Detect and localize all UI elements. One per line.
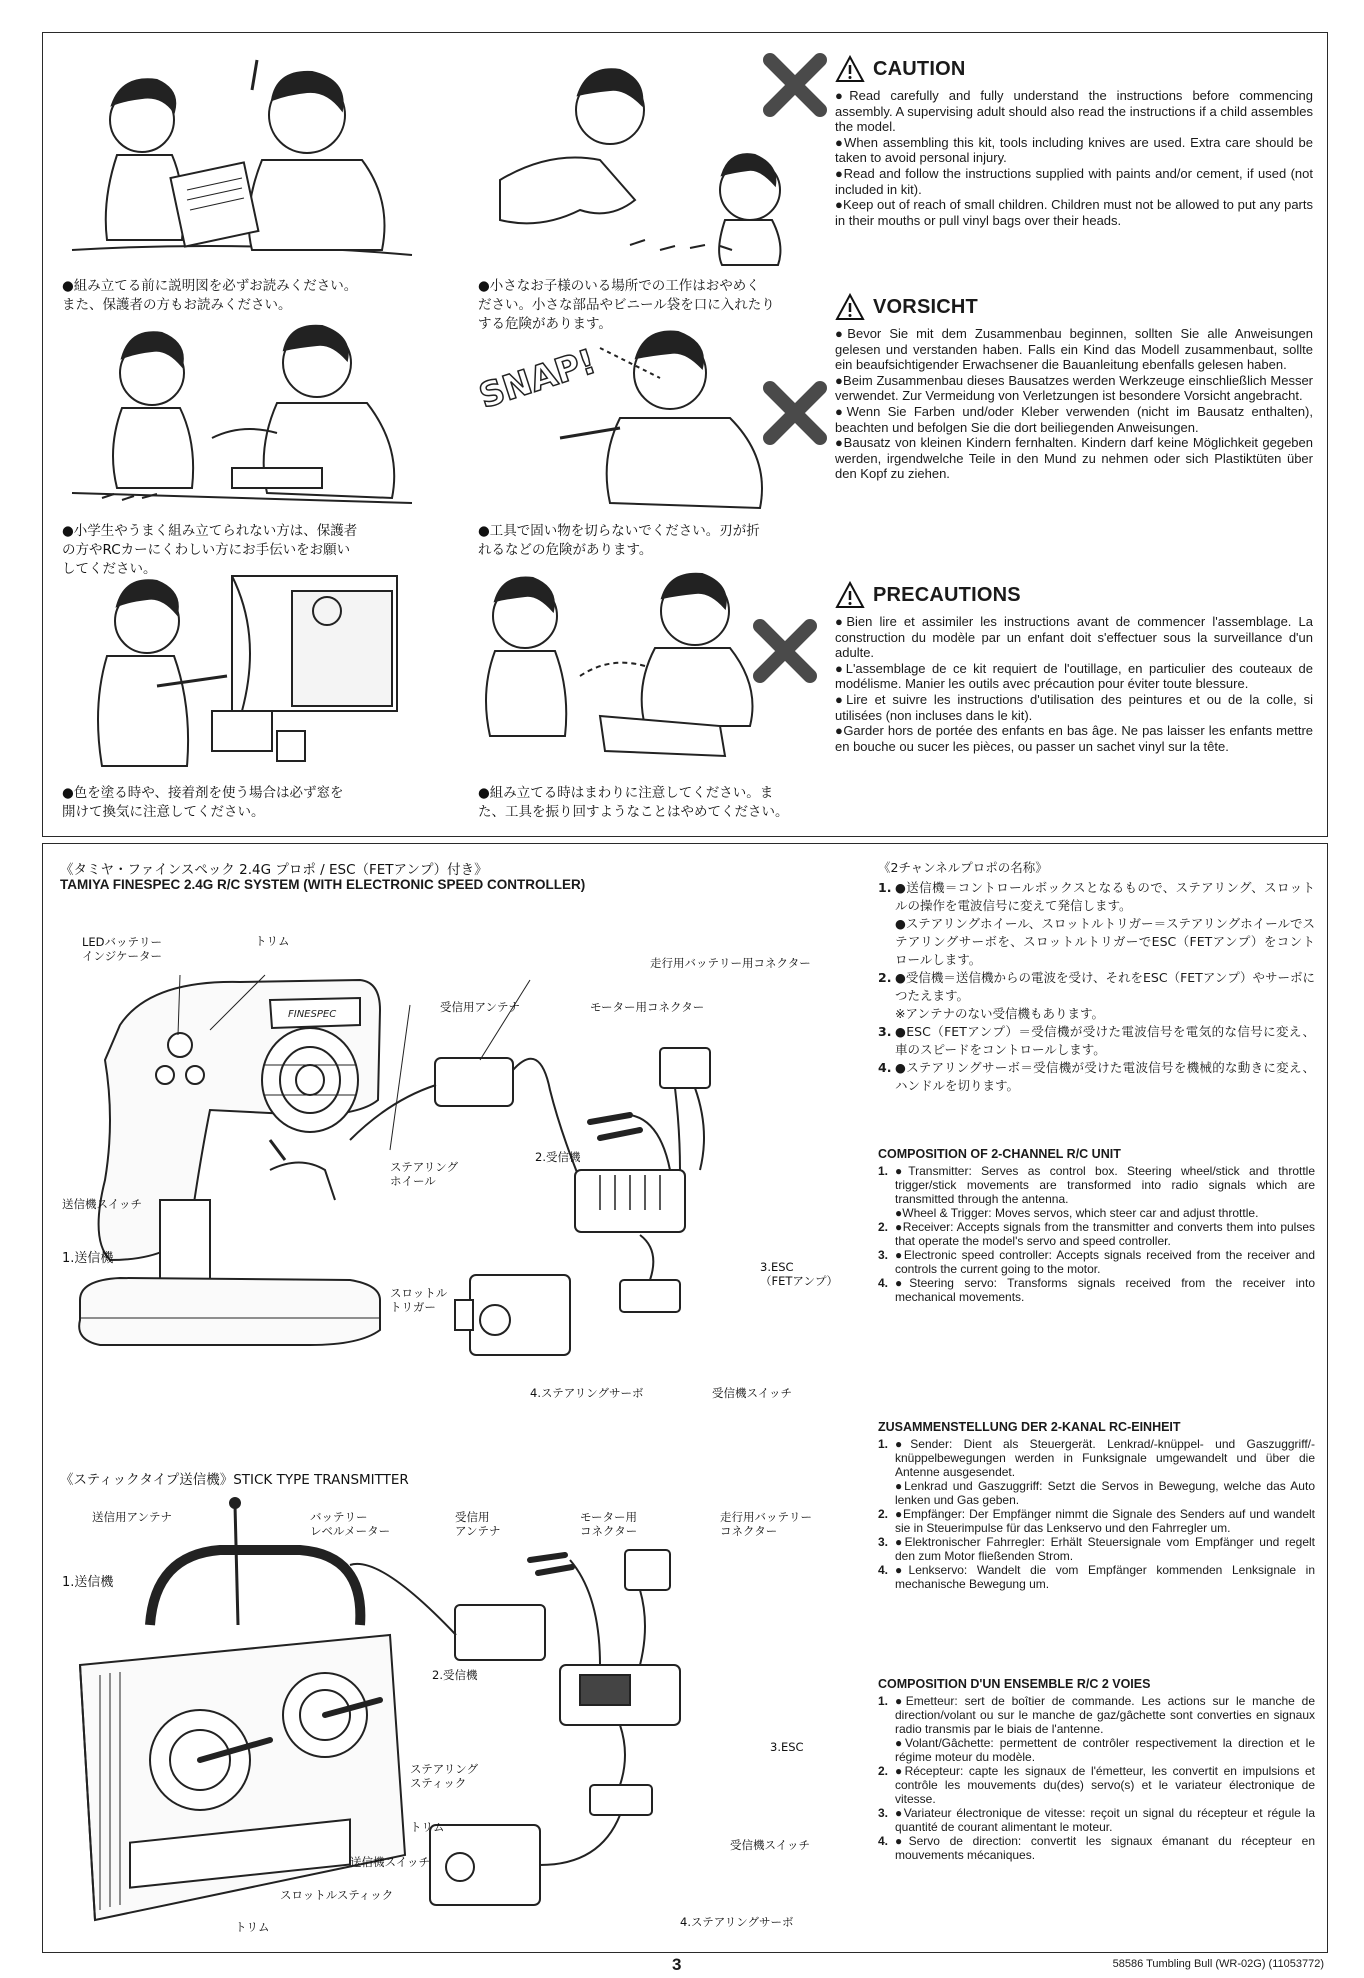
label-throttle-trigger: スロットル トリガー bbox=[390, 1286, 448, 1314]
caution-block bbox=[835, 52, 1313, 228]
label-tx-switch: 送信機スイッチ bbox=[62, 1197, 143, 1211]
warning-triangle-icon bbox=[835, 581, 865, 609]
label-esc: 3.ESC （FETアンプ） bbox=[760, 1260, 839, 1288]
caution-item: ●Keep out of reach of small children. Children must not be allowed to put any parts in their mouths or pull vinyl bags over their heads. bbox=[835, 197, 1313, 228]
label-transmitter: 1.送信機 bbox=[62, 1251, 114, 1266]
vorsicht-item: ●Bausatz von kleinen Kindern fernhalten. Kindern darf keine Möglichkeit gegeben werden, irgendwelche Teile in den Mund zu nehmen oder sich Plastiktüten über den Kopf zu ziehen. bbox=[835, 435, 1313, 482]
label-battery-connector-2: 走行用バッテリー コネクター bbox=[720, 1510, 812, 1538]
caution-item: ●Read carefully and fully understand the instructions before commencing assembly. A supervising adult should also read the instructions if a child assembles the model. bbox=[835, 88, 1313, 135]
reading-instructions-illustration bbox=[62, 50, 422, 272]
list-item: 3. ●Electronic speed controller: Accepts signals received from the receiver and controls the current going to the motor. bbox=[878, 1248, 1315, 1276]
label-tx-antenna: 送信用アンテナ bbox=[92, 1510, 173, 1524]
rc-composition-fr bbox=[878, 1677, 1315, 1862]
vorsicht-item: ●Wenn Sie Farben und/oder Kleber verwenden (nicht im Bausatz enthalten), beachten und befolgen Sie die dort beiliegenden Anweisungen. bbox=[835, 403, 1313, 435]
list-item: 4. ●Lenkservo: Wandelt die vom Empfänger kommenden Lenksignale in mechanische Bewegung um. bbox=[878, 1563, 1315, 1591]
list-item: 1. ●Emetteur: sert de boîtier de commande. Les actions sur le manche de direction/volant ou sur le manche de gaz/gâchette sont converties en signaux radio transmis par le biais de l'antenne. bbox=[878, 1694, 1315, 1736]
label-battery-meter: バッテリー レベルメーター bbox=[310, 1510, 391, 1538]
precautions-heading bbox=[835, 578, 1313, 612]
list-item: 4. ●ステアリングサーボ＝受信機が受けた電波信号を機械的な動きに変え、ハンドルを切ります。 bbox=[878, 1060, 1315, 1093]
list-item: 1. ●Sender: Dient als Steuergerät. Lenkrad/-knüppel- und Gaszuggriff/- knüppelbewegungen werden in Funksignale umgewandelt und über die Antenne ausgesendet. bbox=[878, 1437, 1315, 1479]
precautions-item: ●Garder hors de portée des enfants en bas âge. Ne pas laisser les enfants mettre en bouche ou sucer les pièces, ou passer un sachet vinyl sur la tête. bbox=[835, 723, 1313, 754]
rc-composition-de bbox=[878, 1420, 1315, 1591]
vorsicht-item: ●Bevor Sie mit dem Zusammenbau beginnen, sollten Sie alle Anweisungen gelesen und verstanden haben. Falls ein Kind das Modell zusammenbaut, sollte ein beaufsichtigender Erwachsener die Bauanleitung ebenfalls gelesen haben. bbox=[835, 326, 1313, 373]
list-item: 2. ●Récepteur: capte les signaux de l'émetteur, les convertit en impulsions et contrôle les mouvements du(des) servo(s) et le variateur électronique de vitesse. bbox=[878, 1764, 1315, 1806]
label-rx-switch: 受信機スイッチ bbox=[712, 1386, 793, 1400]
stick-transmitter-diagram bbox=[60, 1495, 860, 1935]
parent-help-illustration bbox=[62, 318, 422, 518]
precautions-text bbox=[835, 614, 1313, 754]
list-item: 3. ●ESC（FETアンプ）＝受信機が受けた電波信号を電気的な信号に変え、車のスピードをコントロールします。 bbox=[878, 1024, 1315, 1057]
stick-tx-heading: 《スティックタイプ送信機》STICK TYPE TRANSMITTER bbox=[60, 1472, 409, 1488]
vorsicht-block bbox=[835, 290, 1313, 482]
precautions-item: ●Bien lire et assimiler les instructions avant de commencer l'assemblage. La construction du modèle par un enfant doit s'effectuer sous la surveillance d'un adulte. bbox=[835, 614, 1313, 661]
label-rx-antenna: 受信用アンテナ bbox=[440, 1000, 521, 1014]
finespec-logo-text: FINESPEC bbox=[288, 1009, 337, 1020]
vorsicht-heading bbox=[835, 290, 1313, 324]
label-tx-switch-2: 送信機スイッチ bbox=[350, 1855, 431, 1869]
precautions-block bbox=[835, 578, 1313, 754]
caption-read-instructions: ●組み立てる前に説明図を必ずお読みください。 また、保護者の方もお読みください。 bbox=[62, 278, 358, 313]
label-steering-servo-2: 4.ステアリングサーボ bbox=[680, 1915, 794, 1929]
caution-heading bbox=[835, 52, 1313, 86]
caption-ventilation: ●色を塗る時や、接着剤を使う場合は必ず窓を 開けて換気に注意してください。 bbox=[62, 785, 344, 820]
list-item: 1. ●Transmitter: Serves as control box. Steering wheel/stick and throttle trigger/stick movements are transformed into radio signals which are transmitted through the antenna. bbox=[878, 1164, 1315, 1206]
label-transmitter-2: 1.送信機 bbox=[62, 1575, 114, 1590]
label-steering-servo: 4.ステアリングサーボ bbox=[530, 1386, 644, 1400]
rc-system-heading-jp: 《タミヤ・ファインスペック 2.4G プロポ / ESC（FETアンプ）付き》 bbox=[60, 862, 488, 878]
label-steering-wheel: ステアリング ホイール bbox=[390, 1160, 459, 1188]
list-subitem: ●ステアリングホイール、スロットルトリガー＝ステアリングホイールでステアリングサーボを、スロットルトリガーでESC（FETアンプ）をコントロールします。 bbox=[895, 916, 1315, 967]
caution-item: ●When assembling this kit, tools including knives are used. Extra care should be taken to avoid personal injury. bbox=[835, 134, 1313, 166]
label-rx-antenna-2: 受信用 アンテナ bbox=[455, 1510, 501, 1538]
rc-names-jp bbox=[878, 858, 1315, 1095]
label-rx-switch-2: 受信機スイッチ bbox=[730, 1838, 811, 1852]
vorsicht-text bbox=[835, 326, 1313, 482]
label-receiver: 2.受信機 bbox=[535, 1150, 581, 1164]
vorsicht-item: ●Beim Zusammenbau dieses Bausatzes werden Werkzeuge einschließlich Messer verwendet. Zur Vermeidung von Verletzungen ist besondere Vorsicht angebracht. bbox=[835, 372, 1313, 404]
caption-tool-swinging: ●組み立てる時はまわりに注意してください。ま た、工具を振り回すようなことはやめてください。 bbox=[478, 785, 789, 820]
list-item: 4. ●Servo de direction: convertit les signaux émanant du récepteur en mouvements mécaniques. bbox=[878, 1834, 1315, 1862]
list-subitem: ●Wheel & Trigger: Moves servos, which steer car and adjust throttle. bbox=[895, 1206, 1259, 1220]
caution-item: ●Read and follow the instructions supplied with paints and/or cement, if used (not included in kit). bbox=[835, 165, 1313, 197]
wheel-transmitter-diagram bbox=[60, 900, 860, 1420]
label-trim-3: トリム bbox=[235, 1920, 270, 1934]
precautions-title: PRECAUTIONS bbox=[873, 583, 1021, 606]
precautions-item: ●Lire et suivre les instructions d'utilisation des peintures et ou de la colle, si utilisées (non incluses dans le kit). bbox=[835, 691, 1313, 723]
list-item: 1. ●送信機＝コントロールボックスとなるもので、ステアリング、スロットルの操作を電波信号に変えて発信します。 bbox=[878, 880, 1315, 913]
list-item: 2. ●受信機＝送信機からの電波を受け、それをESC（FETアンプ）やサーボにつたえます。 bbox=[878, 970, 1315, 1003]
label-led-indicator: LEDバッテリー インジケーター bbox=[82, 935, 163, 963]
list-item: 4. ●Steering servo: Transforms signals received from the receiver into mechanical movements. bbox=[878, 1276, 1315, 1304]
list-subitem: ●Volant/Gâchette: permettent de contrôler respectivement la direction et le régime moteur du modèle. bbox=[895, 1736, 1315, 1764]
warning-triangle-icon bbox=[835, 55, 865, 83]
page-number: 3 bbox=[672, 1955, 682, 1974]
label-throttle-stick: スロットルスティック bbox=[280, 1888, 394, 1902]
label-steering-stick: ステアリング スティック bbox=[410, 1762, 479, 1790]
list-subitem: ●Lenkrad und Gaszuggriff: Setzt die Servos in Bewegung, welche das Auto lenken und Gas geben. bbox=[895, 1479, 1315, 1507]
list-subitem: ※アンテナのない受信機もあります。 bbox=[895, 1006, 1104, 1021]
tool-swinging-illustration bbox=[460, 566, 830, 778]
label-motor-connector-2: モーター用 コネクター bbox=[580, 1510, 638, 1538]
caution-text bbox=[835, 88, 1313, 228]
vorsicht-title: VORSICHT bbox=[873, 295, 978, 318]
label-receiver-2: 2.受信機 bbox=[432, 1668, 478, 1682]
precautions-item: ●L'assemblage de ce kit requiert de l'outillage, en particulier des couteaux de modélisme. Manier les outils avec précaution pour éviter toute blessure. bbox=[835, 660, 1313, 692]
list-item: 2. ●Empfänger: Der Empfänger nimmt die Signale des Senders auf und wandelt sie in Steuerimpulse für das Lenkservo und den Fahrregler um. bbox=[878, 1507, 1315, 1535]
rc-composition-fr-title: COMPOSITION D'UN ENSEMBLE R/C 2 VOIES bbox=[878, 1677, 1151, 1691]
rc-composition-en bbox=[878, 1147, 1315, 1304]
caption-cutting: ●工具で固い物を切らないでください。刃が折 れるなどの危険があります。 bbox=[478, 523, 760, 558]
list-item: 2. ●Receiver: Accepts signals from the transmitter and converts them into pulses that operate the model's servo and speed controller. bbox=[878, 1220, 1315, 1248]
list-item: 3. ●Variateur électronique de vitesse: reçoit un signal du récepteur et régule la quantité de courant alimentant le moteur. bbox=[878, 1806, 1315, 1834]
label-esc-2: 3.ESC bbox=[770, 1740, 804, 1754]
snap-text: SNAP! bbox=[474, 341, 601, 417]
label-battery-connector: 走行用バッテリー用コネクター bbox=[650, 956, 811, 970]
rc-composition-de-title: ZUSAMMENSTELLUNG DER 2-KANAL RC-EINHEIT bbox=[878, 1420, 1181, 1434]
rc-system-heading-en: TAMIYA FINESPEC 2.4G R/C SYSTEM (WITH ELECTRONIC SPEED CONTROLLER) bbox=[60, 877, 586, 892]
caption-parent-help: ●小学生やうまく組み立てられない方は、保護者 の方やRCカーにくわしい方にお手伝いをお願い してください。 bbox=[62, 523, 358, 577]
cutting-hard-objects-illustration bbox=[460, 318, 830, 518]
rc-composition-en-title: COMPOSITION OF 2-CHANNEL R/C UNIT bbox=[878, 1147, 1121, 1161]
label-trim: トリム bbox=[255, 934, 290, 948]
label-trim-2: トリム bbox=[410, 1820, 445, 1834]
product-reference: 58586 Tumbling Bull (WR-02G) (11053772) bbox=[1112, 1958, 1324, 1970]
warning-triangle-icon bbox=[835, 293, 865, 321]
list-item: 3. ●Elektronischer Fahrregler: Erhält Steuersignale vom Empfänger und regelt den zum Motor fließenden Strom. bbox=[878, 1535, 1315, 1563]
small-children-illustration bbox=[460, 50, 830, 272]
caption-small-children: ●小さなお子様のいる場所での工作はおやめく ださい。小さな部品やビニール袋を口に入れたり する危険があります。 bbox=[478, 278, 775, 332]
label-motor-connector: モーター用コネクター bbox=[590, 1000, 705, 1014]
rc-names-jp-title: 《2チャンネルプロポの名称》 bbox=[878, 860, 1048, 875]
ventilation-illustration bbox=[62, 566, 422, 778]
caution-title: CAUTION bbox=[873, 57, 966, 80]
